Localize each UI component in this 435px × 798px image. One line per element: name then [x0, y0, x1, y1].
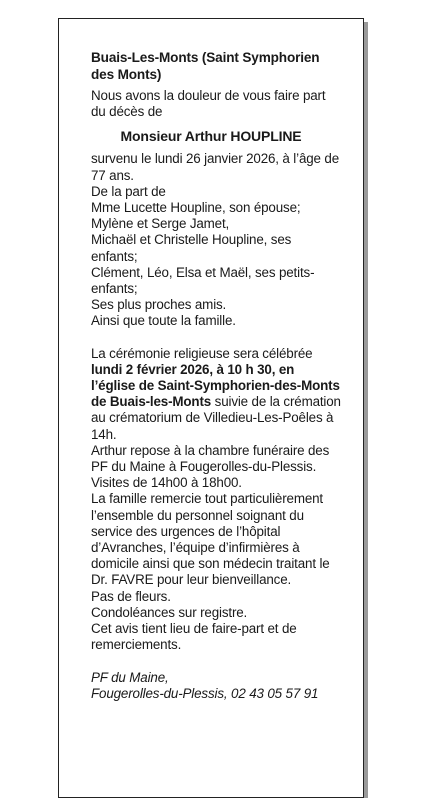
notice-place: Buais-Les-Monts (Saint Symphorien des Monts): [91, 50, 320, 82]
thanks-text: La famille remercie tout particulièrement l’ensemble du personnel soignant du service des urgences de l’hôpital d’Avranches, l’équipe d’infirmières à domicile ainsi que son médecin traitant le Dr. FAVRE pour leur bienveillance.: [91, 491, 330, 588]
no-flowers: Pas de fleurs.: [91, 588, 171, 604]
condolences-register: Condoléances sur registre.: [91, 604, 248, 620]
spouse-line: Mme Lucette Houpline, son épouse;: [91, 200, 301, 216]
funeral-home-contact: Fougerolles-du-Plessis, 02 43 05 57 91: [91, 685, 319, 701]
ceremony-details: lundi 2 février 2026, à 10 h 30, en l’église de Saint-Symphorien-des-Monts de Buais-les-Monts: [91, 361, 340, 410]
ceremony-paragraph: [91, 346, 341, 443]
from-label: De la part de: [91, 183, 166, 199]
friends-line: Ses plus proches amis.: [91, 297, 227, 313]
grandchildren-line: Clément, Léo, Elsa et Maël, ses petits-enfants;: [91, 264, 315, 297]
deceased-name: Monsieur Arthur HOUPLINE: [120, 128, 302, 145]
obituary-notice-content: [91, 50, 341, 702]
notice-intro: Nous avons la douleur de vous faire part du décès de: [91, 88, 326, 120]
final-note: Cet avis tient lieu de faire-part et de remerciements.: [91, 621, 297, 653]
funeral-home-signature: [91, 670, 341, 702]
rest-place: Arthur repose à la chambre funéraire des PF du Maine à Fougerolles-du-Plessis.: [91, 442, 330, 475]
children-line-1: Mylène et Serge Jamet,: [91, 216, 230, 232]
death-info: survenu le lundi 26 janvier 2026, à l’âge de 77 ans.: [91, 151, 339, 183]
ceremony-cremation: suivie de la crémation au crématorium de Villedieu-Les-Poêles à 14h.: [91, 394, 341, 442]
family-line: Ainsi que toute la famille.: [91, 313, 236, 329]
funeral-home-name: PF du Maine,: [91, 669, 169, 685]
obituary-notice-box: [58, 18, 364, 798]
children-line-2: Michaël et Christelle Houpline, ses enfants;: [91, 232, 292, 264]
visits-hours: Visites de 14h00 à 18h00.: [91, 475, 242, 491]
paragraph-spacer: [91, 330, 341, 346]
ceremony-intro: La cérémonie religieuse sera célébrée: [91, 345, 313, 361]
